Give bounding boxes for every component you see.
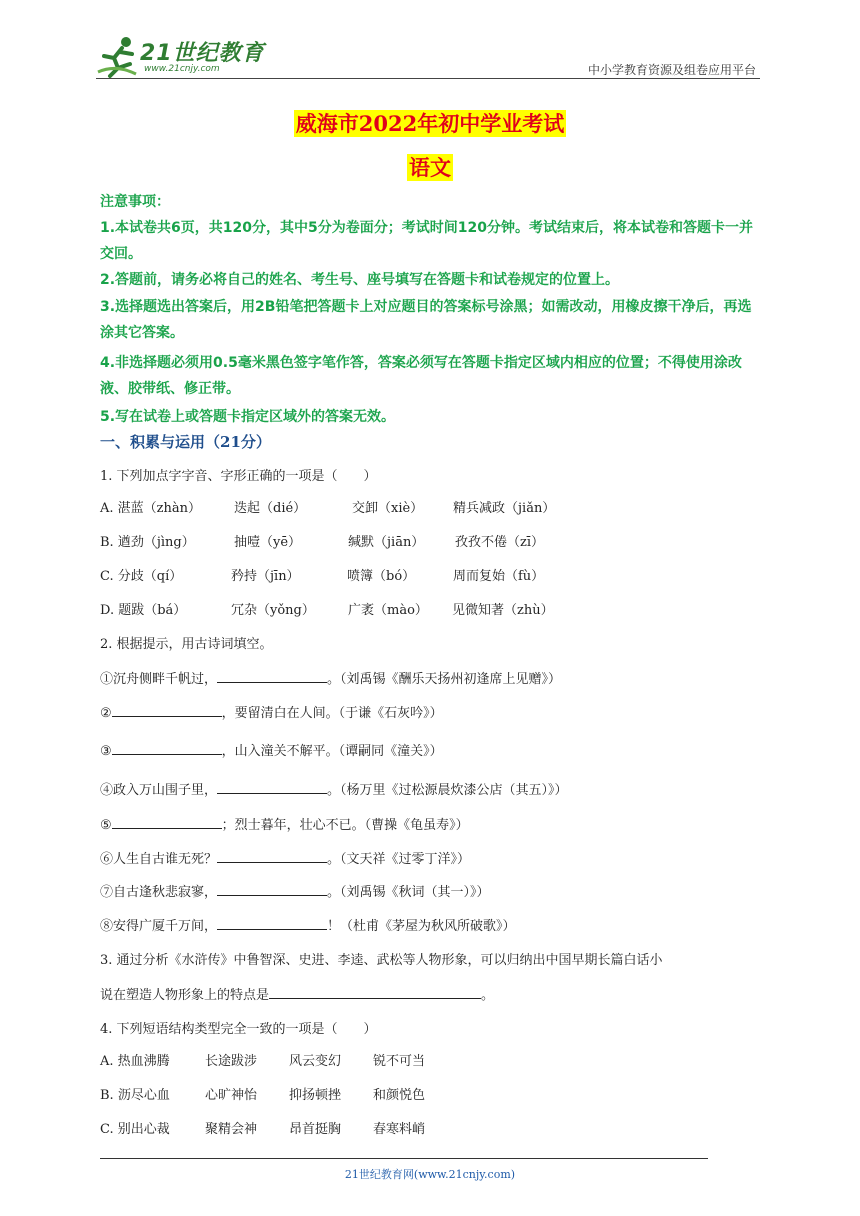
q4-a-4: 锐不可当 [373, 1054, 426, 1069]
notice-item-5: 5.写在试卷上或答题卡指定区域外的答案无效。 [100, 409, 396, 425]
q4-b-2: 心旷神怡 [205, 1088, 258, 1103]
q2-item-6-post: 。（文天祥《过零丁洋》） [327, 852, 471, 867]
q1-b-1: B. 遒劲（jìng） [100, 535, 195, 550]
q2-item-6-pre: ⑥人生自古谁无死？ [100, 852, 218, 867]
q2-item-3-pre: ③ [100, 744, 112, 759]
q2-item-1-post: 。（刘禹锡《酬乐天扬州初逢席上见赠》） [327, 672, 562, 687]
q2-item-3-post: ，山入潼关不解平。（谭嗣同《潼关》） [221, 744, 443, 759]
q2-item-7-post: 。（刘禹锡《秋词（其一）》） [327, 885, 490, 900]
q4-a-3: 风云变幻 [289, 1054, 342, 1069]
footer-link[interactable]: 21世纪教育网(www.21cnjy.com) [344, 1168, 516, 1181]
q4-a-1: A. 热血沸腾 [100, 1054, 170, 1069]
q1-d-2: 冗杂（yǒng） [231, 603, 315, 618]
q4-b-3: 抑扬顿挫 [289, 1088, 342, 1103]
q4-option-c [100, 1118, 764, 1138]
q1-a-1: A. 湛蓝（zhàn） [100, 501, 201, 516]
q2-item-8 [100, 915, 516, 934]
q2-item-6 [100, 848, 470, 867]
q2-blank-6[interactable] [217, 849, 327, 863]
q3-line-2-pre: 说在塑造人物形象上的特点是 [100, 988, 270, 1003]
q1-b-3: 缄默（jiān） [348, 535, 425, 550]
notice-item-4: 4.非选择题必须用0.5毫米黑色签字笔作答，答案必须写在答题卡指定区域内相应的位置；不得使用涂改液、胶带纸、修正带。 [100, 355, 742, 397]
q2-item-8-post: ！（杜甫《茅屋为秋风所破歌》） [327, 919, 516, 934]
q1-d-1: D. 题跋（bá） [100, 603, 187, 618]
q4-c-4: 春寒料峭 [373, 1122, 426, 1137]
q4-a-2: 长途跋涉 [205, 1054, 258, 1069]
q2-item-2 [100, 702, 443, 721]
q2-item-5-pre: ⑤ [100, 818, 112, 833]
notice-item-1: 1.本试卷共6页，共120分，其中5分为卷面分；考试时间120分钟。考试结束后，将本试卷和答题卡一并交回。 [100, 220, 753, 262]
q2-item-4 [100, 779, 568, 798]
notice-heading: 注意事项： [100, 194, 170, 210]
q1-option-d [100, 599, 764, 619]
q2-item-8-pre: ⑧安得广厦千万间， [100, 919, 218, 934]
q4-c-2: 聚精会神 [205, 1122, 258, 1137]
q1-option-b [100, 531, 764, 551]
exam-title [0, 108, 860, 138]
notice-item-3: 3.选择题选出答案后，用2B铅笔把答题卡上对应题目的答案标号涂黑；如需改动，用橡皮擦干净后，再选涂其它答案。 [100, 299, 752, 341]
q3-line-1: 3. 通过分析《水浒传》中鲁智深、史进、李逵、武松等人物形象，可以归纳出中国早期长篇白话小 [100, 953, 663, 968]
q1-c-2: 矜持（jīn） [231, 569, 300, 584]
q1-c-1: C. 分歧（qí） [100, 569, 183, 584]
q1-a-4: 精兵减政（jiǎn） [453, 501, 556, 516]
q2-item-7 [100, 881, 490, 900]
q2-stem: 2. 根据提示，用古诗词填空。 [100, 637, 273, 652]
q2-item-4-post: 。（杨万里《过松源晨炊漆公店（其五）》） [327, 783, 568, 798]
q4-c-1: C. 别出心裁 [100, 1122, 170, 1137]
q2-item-1 [100, 668, 561, 687]
q2-item-1-pre: ①沉舟侧畔千帆过， [100, 672, 218, 687]
q1-c-4: 周而复始（fù） [453, 569, 545, 584]
q3-blank[interactable] [269, 985, 481, 999]
logo-url: www.21cnjy.com [144, 64, 220, 74]
q1-a-2: 迭起（dié） [234, 501, 307, 516]
site-logo [96, 34, 266, 80]
header-divider [96, 78, 760, 79]
q4-b-1: B. 沥尽心血 [100, 1088, 170, 1103]
q2-item-4-pre: ④政入万山围子里， [100, 783, 218, 798]
q1-option-a [100, 497, 764, 517]
exam-subject-text: 语文 [409, 155, 451, 180]
q1-option-c [100, 565, 764, 585]
q1-b-2: 抽噎（yē） [234, 535, 302, 550]
notice-item-2: 2.答题前，请务必将自己的姓名、考生号、座号填写在答题卡和试卷规定的位置上。 [100, 272, 620, 288]
q4-stem: 4. 下列短语结构类型完全一致的一项是（ ） [100, 1022, 377, 1037]
q2-item-7-pre: ⑦自古逢秋悲寂寥， [100, 885, 218, 900]
q2-item-3 [100, 740, 443, 759]
q2-item-2-pre: ② [100, 706, 112, 721]
q2-blank-3[interactable] [112, 741, 222, 755]
q4-option-a [100, 1050, 764, 1070]
footer-divider [100, 1158, 708, 1159]
q4-c-3: 昂首挺胸 [289, 1122, 342, 1137]
q2-item-5-post: ；烈士暮年，壮心不已。（曹操《龟虽寿》） [221, 818, 469, 833]
q4-b-4: 和颜悦色 [373, 1088, 426, 1103]
q2-blank-2[interactable] [112, 703, 222, 717]
q2-blank-1[interactable] [217, 669, 327, 683]
platform-name: 中小学教育资源及组卷应用平台 [587, 63, 756, 77]
q1-b-4: 孜孜不倦（zī） [455, 535, 545, 550]
q3-line-2-post: 。 [481, 988, 495, 1003]
q1-stem: 1. 下列加点字字音、字形正确的一项是（ ） [100, 469, 377, 484]
q2-blank-8[interactable] [217, 916, 327, 930]
q4-option-b [100, 1084, 764, 1104]
q3-line-2 [100, 984, 494, 1003]
q2-item-2-post: ，要留清白在人间。（于谦《石灰吟》） [221, 706, 443, 721]
logo-name: 21世纪教育 [140, 41, 265, 66]
q1-a-3: 交卸（xiè） [352, 501, 424, 516]
q2-blank-4[interactable] [217, 780, 327, 794]
q1-d-4: 见微知著（zhù） [452, 603, 554, 618]
q1-d-3: 广袤（mào） [348, 603, 428, 618]
q2-item-5 [100, 814, 469, 833]
section-heading: 一、积累与运用（21分） [100, 433, 271, 451]
runner-logo-icon [96, 34, 140, 78]
exam-subject [0, 152, 860, 182]
q2-blank-7[interactable] [217, 882, 327, 896]
q1-c-3: 喷簿（bó） [347, 569, 416, 584]
exam-title-text: 威海市2022年初中学业考试 [295, 111, 565, 136]
q2-blank-5[interactable] [112, 815, 222, 829]
